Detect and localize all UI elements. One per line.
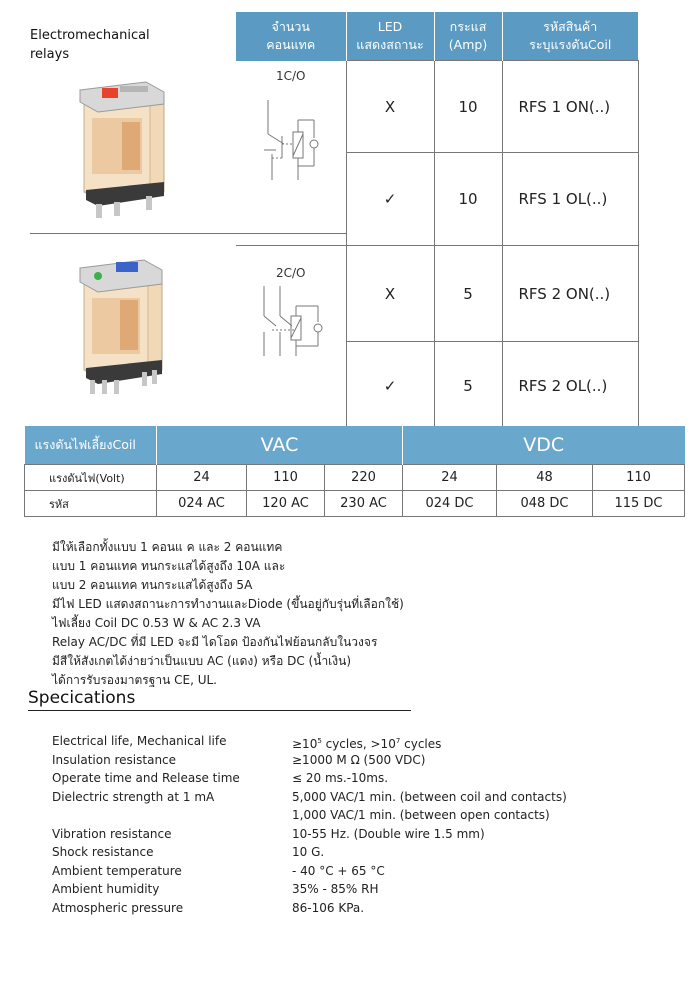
- spec-label: Operate time and Release time: [52, 771, 240, 785]
- list-item: แบบ 1 คอนแทค ทนกระแสได้สูงถึง 10A และ: [52, 559, 286, 573]
- spec-value: ≥1000 M Ω (500 VDC): [292, 752, 426, 767]
- header-product-code: รหัสสินค้า ระบุแรงดันCoil: [502, 12, 638, 61]
- contact-type-1co: 1C/O: [236, 61, 346, 246]
- voltage-code-cell: 024 DC: [403, 491, 497, 517]
- amp-cell: 5: [434, 342, 502, 430]
- spec-value: $\ge 10^5$ cycles, $>10^7$ cycles: [292, 737, 442, 751]
- coil-voltage-label: แรงดันไฟเลี้ยงCoil: [25, 426, 157, 465]
- button-blue-indicator: [116, 262, 138, 272]
- voltage-code-cell: 024 AC: [157, 491, 247, 517]
- volt-row-label: แรงดันไฟ(Volt): [25, 465, 157, 491]
- specifications-underline: [28, 710, 411, 711]
- product-table: [236, 12, 639, 430]
- product-table-header: [236, 12, 638, 61]
- spec-label: Atmospheric pressure: [52, 900, 184, 915]
- spec-value: 5,000 VAC/1 min. (between coil and contacts): [292, 789, 567, 804]
- schematic-2co-icon: [256, 286, 336, 366]
- volt-cell: 220: [325, 465, 403, 491]
- spec-value: 86-106 KPa.: [292, 900, 365, 915]
- spec-value: 10 G.: [292, 845, 325, 859]
- header-led: LED แสดงสถานะ: [346, 12, 434, 61]
- table-row: [25, 465, 685, 491]
- spec-value: 10-55 Hz. (Double wire 1.5 mm): [292, 826, 485, 841]
- spec-label: Shock resistance: [52, 845, 154, 859]
- spec-label: Vibration resistance: [52, 826, 172, 841]
- spec-label: Ambient humidity: [52, 882, 160, 896]
- spec-value: - 40 °C + 65 °C: [292, 863, 385, 878]
- spec-label: Dielectric strength at 1 mA: [52, 789, 215, 804]
- voltage-code-cell: 120 AC: [247, 491, 325, 517]
- coil-voltage-table: [24, 426, 685, 517]
- section-heading: [30, 26, 210, 64]
- spec-label: Ambient temperature: [52, 863, 182, 878]
- code-cell: RFS 2 OL(..): [502, 342, 638, 430]
- spec-value: 35% - 85% RH: [292, 882, 379, 896]
- header-current: กระแส (Amp): [434, 12, 502, 61]
- list-item: มีสีให้สังเกตได้ง่ายว่าเป็นแบบ AC (แดง) หรือ DC (น้ำเงิน): [52, 654, 352, 668]
- schematic-1co-icon: [258, 100, 328, 190]
- specifications-title: Specications: [28, 688, 136, 708]
- voltage-code-cell: 048 DC: [497, 491, 593, 517]
- code-cell: RFS 2 ON(..): [502, 246, 638, 342]
- amp-cell: 10: [434, 61, 502, 153]
- contact-type-2co: 2C/O: [275, 266, 306, 280]
- features-list: [52, 538, 404, 690]
- relay-2co-image: [68, 248, 178, 398]
- list-item: มีให้เลือกทั้งแบบ 1 คอนแ ค และ 2 คอนแทค: [52, 540, 283, 554]
- voltage-code-cell: 115 DC: [593, 491, 685, 517]
- led-green-indicator: [94, 272, 102, 280]
- led-red-indicator: [102, 88, 118, 98]
- row-divider: [30, 233, 347, 234]
- code-cell: RFS 1 ON(..): [502, 61, 638, 153]
- list-item: ไฟเลี้ยง Coil DC 0.53 W & AC 2.3 VA: [52, 616, 261, 630]
- spec-label: Insulation resistance: [52, 752, 177, 767]
- code-row-label: รหัส: [25, 491, 157, 517]
- volt-cell: 48: [497, 465, 593, 491]
- table-row: [25, 491, 685, 517]
- spec-value: ≤ 20 ms.-10ms.: [292, 771, 389, 785]
- volt-cell: 24: [403, 465, 497, 491]
- header-contacts: จำนวน คอนแทค: [236, 12, 346, 61]
- amp-cell: 10: [434, 153, 502, 246]
- spec-value: 1,000 VAC/1 min. (between open contacts): [292, 808, 550, 822]
- code-cell: RFS 1 OL(..): [502, 153, 638, 246]
- heading-line-1: Electromechanical: [30, 28, 150, 43]
- vdc-group-header: VDC: [403, 426, 685, 465]
- volt-cell: 24: [157, 465, 247, 491]
- led-cell: X: [346, 246, 434, 342]
- voltage-code-cell: 230 AC: [325, 491, 403, 517]
- list-item: แบบ 2 คอนแทค ทนกระแสได้สูงถึง 5A: [52, 578, 253, 592]
- vac-group-header: VAC: [157, 426, 403, 465]
- list-item: Relay AC/DC ที่มี LED จะมี ไดโอด ป้องกันไฟย้อนกลับในวงจร: [52, 635, 378, 649]
- amp-cell: 5: [434, 246, 502, 342]
- spec-label: Electrical life, Mechanical life: [52, 734, 227, 748]
- led-cell: ✓: [346, 153, 434, 246]
- list-item: ได้การรับรองมาตรฐาน CE, UL.: [52, 673, 217, 687]
- list-item: มีไฟ LED แสดงสถานะการทำงานและDiode (ขึ้นอยู่กับรุ่นที่เลือกใช้): [52, 597, 404, 611]
- volt-cell: 110: [247, 465, 325, 491]
- relay-1co-image: [64, 72, 174, 222]
- led-cell: X: [346, 61, 434, 153]
- led-cell: ✓: [346, 342, 434, 430]
- heading-line-2: relays: [30, 47, 70, 62]
- volt-cell: 110: [593, 465, 685, 491]
